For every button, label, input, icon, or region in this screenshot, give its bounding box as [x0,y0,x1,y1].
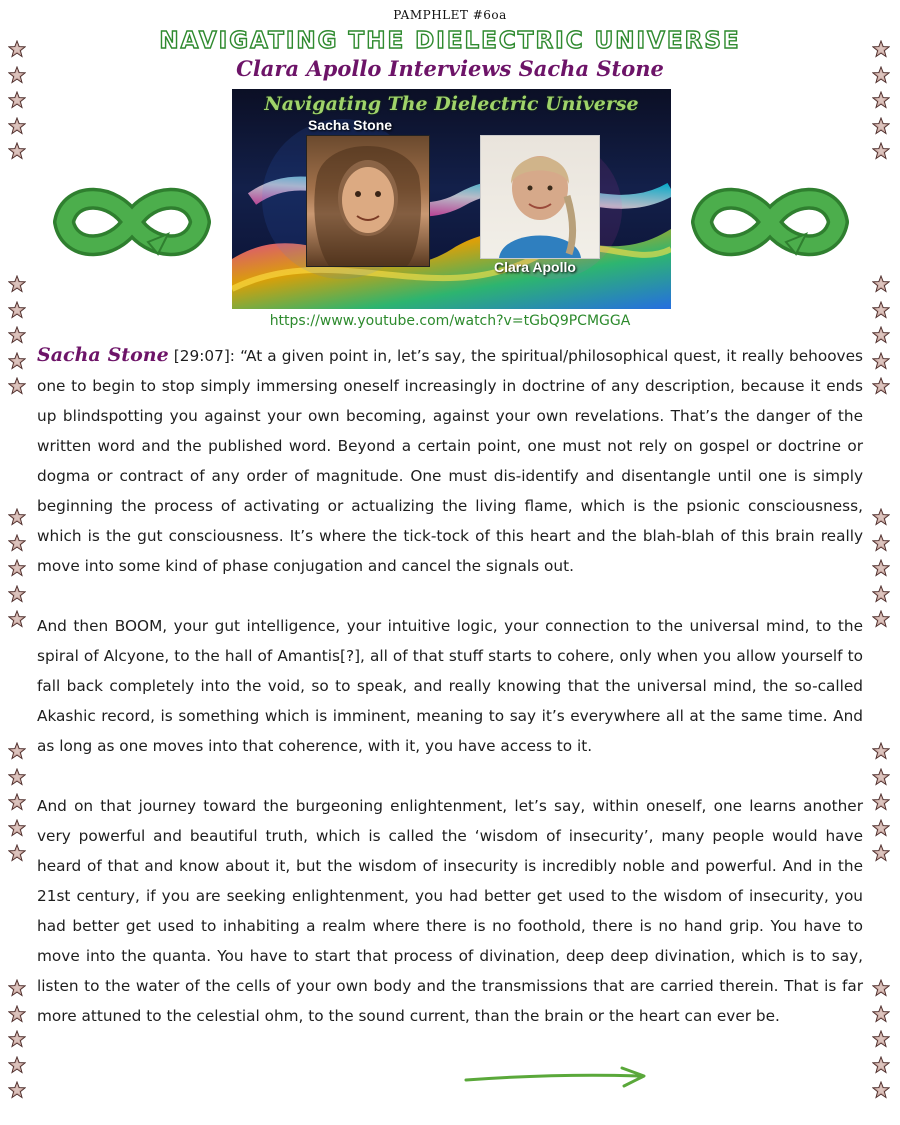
star-column-right-4 [872,742,894,870]
star-icon [8,508,26,526]
star-icon [8,1081,26,1099]
star-icon [872,819,890,837]
star-column-right-2 [872,275,894,403]
star-icon [872,610,890,628]
star-column-left-5 [8,979,30,1107]
portrait-icon [481,136,599,258]
star-icon [8,326,26,344]
star-icon [8,66,26,84]
star-icon [872,377,890,395]
star-icon [8,585,26,603]
star-icon [872,508,890,526]
host-photo [480,135,600,259]
article-body [37,340,863,1061]
star-icon [8,844,26,862]
star-icon [8,91,26,109]
banner-title: Navigating The Dielectric Universe [264,93,639,115]
star-icon [8,377,26,395]
star-icon [8,1056,26,1074]
star-icon [872,1056,890,1074]
star-icon [872,844,890,862]
star-icon [8,793,26,811]
page-title: NAVIGATING THE DIELECTRIC UNIVERSE [159,28,741,54]
star-icon [8,534,26,552]
video-link[interactable]: https://www.youtube.com/watch?v=tGbQ9PCMGGA [269,313,631,329]
star-icon [872,559,890,577]
star-icon [872,768,890,786]
star-icon [8,819,26,837]
paragraph-2: And then BOOM, your gut intelligence, your intuitive logic, your connection to the universal mind, to the spiral of Alcyone, to the hall of Amantis[?], all of that stuff starts to cohere, only when you allow yourself to fall back completely into the void, so to speak, and really knowing that the universal mind, the so-called Akashic record, is something which is imminent, meaning to say it’s everywhere all at the same time. And as long as one moves into that coherence, with it, you have access to it. [37,617,863,755]
video-thumbnail[interactable] [232,89,671,309]
star-icon [872,1030,890,1048]
star-icon [8,979,26,997]
star-icon [872,742,890,760]
host-name-tag: Clara Apollo [494,259,576,275]
star-column-left-3 [8,508,30,636]
paragraph-1-text: “At a given point in, let’s say, the spiritual/philosophical quest, it really behooves one to begin to stop simply immersing oneself increasingly in doctrine of any description, because it ends up blindspotting you against your own becoming, against your own revelations. That’s the danger of the written word and the published word. Beyond a certain point, one must not rely on gospel or doctrine or dogma or contract of any order of magnitude. One must dis-identify and disentangle until one is simply beginning the process of activating or actualizing the living flame, which is the psionic consciousness, which is the gut consciousness. It’s where the tick-tock of this heart and the blah-blah of this brain really move into some kind of phase conjugation and cancel the signals out. [37,347,863,575]
banner-background [232,89,671,309]
star-icon [872,326,890,344]
paragraph-3: And on that journey toward the burgeoning enlightenment, let’s say, within oneself, one learns another very powerful and beautiful truth, which is called the ‘wisdom of insecurity’, many people would have heard of that and know about it, but the wisdom of insecurity is incredibly noble and powerful. And in the 21st century, if you are seeking enlightenment, you had better get used to the wisdom of insecurity, you had better get used to inhabiting a realm where there is no foothold, there is no hand grip. You have to move into the quanta. You have to start that process of divination, deep deep divination, which is to say, listen to the water of the cells of your own body and the transmissions that are carried therein. That is far more attuned to the celestial ohm, to the sound current, than the brain or the heart can ever be. [37,797,863,1025]
paragraph-1 [37,340,863,581]
portrait-icon [307,136,429,266]
star-icon [8,40,26,58]
star-icon [872,142,890,160]
timestamp: [29:07]: [173,347,235,365]
star-icon [8,742,26,760]
star-icon [872,40,890,58]
star-icon [872,66,890,84]
star-icon [8,559,26,577]
star-icon [872,301,890,319]
infinity-icon [52,182,212,262]
star-icon [872,91,890,109]
star-column-right-5 [872,979,894,1107]
arrow-right-icon[interactable] [462,1064,662,1090]
star-column-left-2 [8,275,30,403]
star-icon [872,117,890,135]
star-icon [8,768,26,786]
star-icon [8,275,26,293]
guest-name-tag: Sacha Stone [308,117,393,133]
star-icon [872,352,890,370]
page-subtitle: Clara Apollo Interviews Sacha Stone [236,56,664,81]
star-column-left-4 [8,742,30,870]
star-icon [872,793,890,811]
star-icon [8,301,26,319]
speaker-name: Sacha Stone [37,344,169,366]
star-icon [872,979,890,997]
guest-photo [306,135,430,267]
star-column-right-3 [872,508,894,636]
star-icon [872,585,890,603]
star-icon [872,534,890,552]
star-icon [8,1005,26,1023]
star-column-right-1 [872,40,894,168]
star-icon [8,142,26,160]
star-icon [872,1081,890,1099]
star-icon [8,352,26,370]
star-icon [8,1030,26,1048]
pamphlet-number: PAMPHLET #6oa [393,8,507,22]
star-icon [8,610,26,628]
infinity-icon [690,182,850,262]
star-column-left-1 [8,40,30,168]
star-icon [872,275,890,293]
star-icon [8,117,26,135]
star-icon [872,1005,890,1023]
